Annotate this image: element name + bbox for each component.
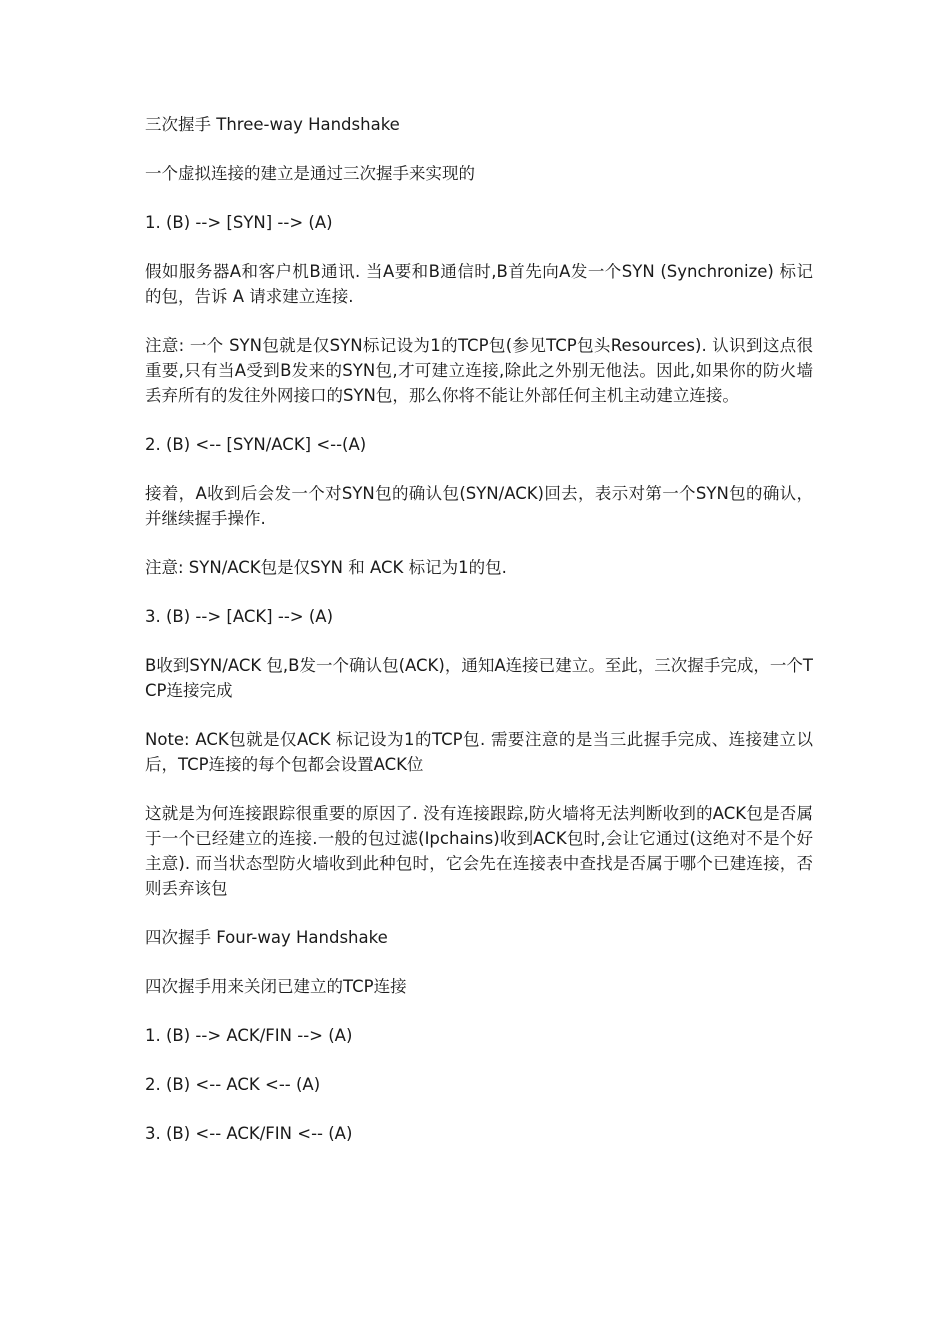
section-title-four-way: 四次握手 Four-way Handshake	[145, 928, 388, 947]
paragraph: 一个虚拟连接的建立是通过三次握手来实现的	[145, 164, 475, 183]
step-line: 1. (B) --> ACK/FIN --> (A)	[145, 1026, 353, 1045]
paragraph: 这就是为何连接跟踪很重要的原因了. 没有连接跟踪,防火墙将无法判断收到的ACK包是否属于一个已经建立的连接.一般的包过滤(Ipchains)收到ACK包时,会让它通过(这绝对不是个好主意). 而当状态型防火墙收到此种包时，它会先在连接表中查找是否属于哪个已建连接，否则丢弃该包	[145, 804, 813, 898]
section-title-three-way: 三次握手 Three-way Handshake	[145, 115, 400, 134]
paragraph: 接着，A收到后会发一个对SYN包的确认包(SYN/ACK)回去，表示对第一个SYN包的确认，并继续握手操作.	[145, 484, 813, 528]
document-body	[145, 112, 813, 1170]
step-line: 2. (B) <-- ACK <-- (A)	[145, 1075, 321, 1094]
paragraph: B收到SYN/ACK 包,B发一个确认包(ACK)，通知A连接已建立。至此，三次握手完成，一个TCP连接完成	[145, 656, 813, 700]
step-line: 3. (B) <-- ACK/FIN <-- (A)	[145, 1124, 353, 1143]
note-paragraph: 注意: 一个 SYN包就是仅SYN标记设为1的TCP包(参见TCP包头Resources). 认识到这点很重要,只有当A受到B发来的SYN包,才可建立连接,除此之外别无他法。因此,如果你的防火墙丢弃所有的发往外网接口的SYN包，那么你将不能让外部任何主机主动建立连接。	[145, 336, 813, 405]
paragraph: 假如服务器A和客户机B通讯. 当A要和B通信时,B首先向A发一个SYN (Synchronize) 标记的包，告诉 A 请求建立连接.	[145, 262, 813, 306]
note-paragraph: Note: ACK包就是仅ACK 标记设为1的TCP包. 需要注意的是当三此握手完成、连接建立以后，TCP连接的每个包都会设置ACK位	[145, 730, 813, 774]
paragraph: 四次握手用来关闭已建立的TCP连接	[145, 977, 407, 996]
step-line: 1. (B) --> [SYN] --> (A)	[145, 213, 333, 232]
step-line: 2. (B) <-- [SYN/ACK] <--(A)	[145, 435, 367, 454]
step-line: 3. (B) --> [ACK] --> (A)	[145, 607, 334, 626]
note-paragraph: 注意: SYN/ACK包是仅SYN 和 ACK 标记为1的包.	[145, 558, 507, 577]
